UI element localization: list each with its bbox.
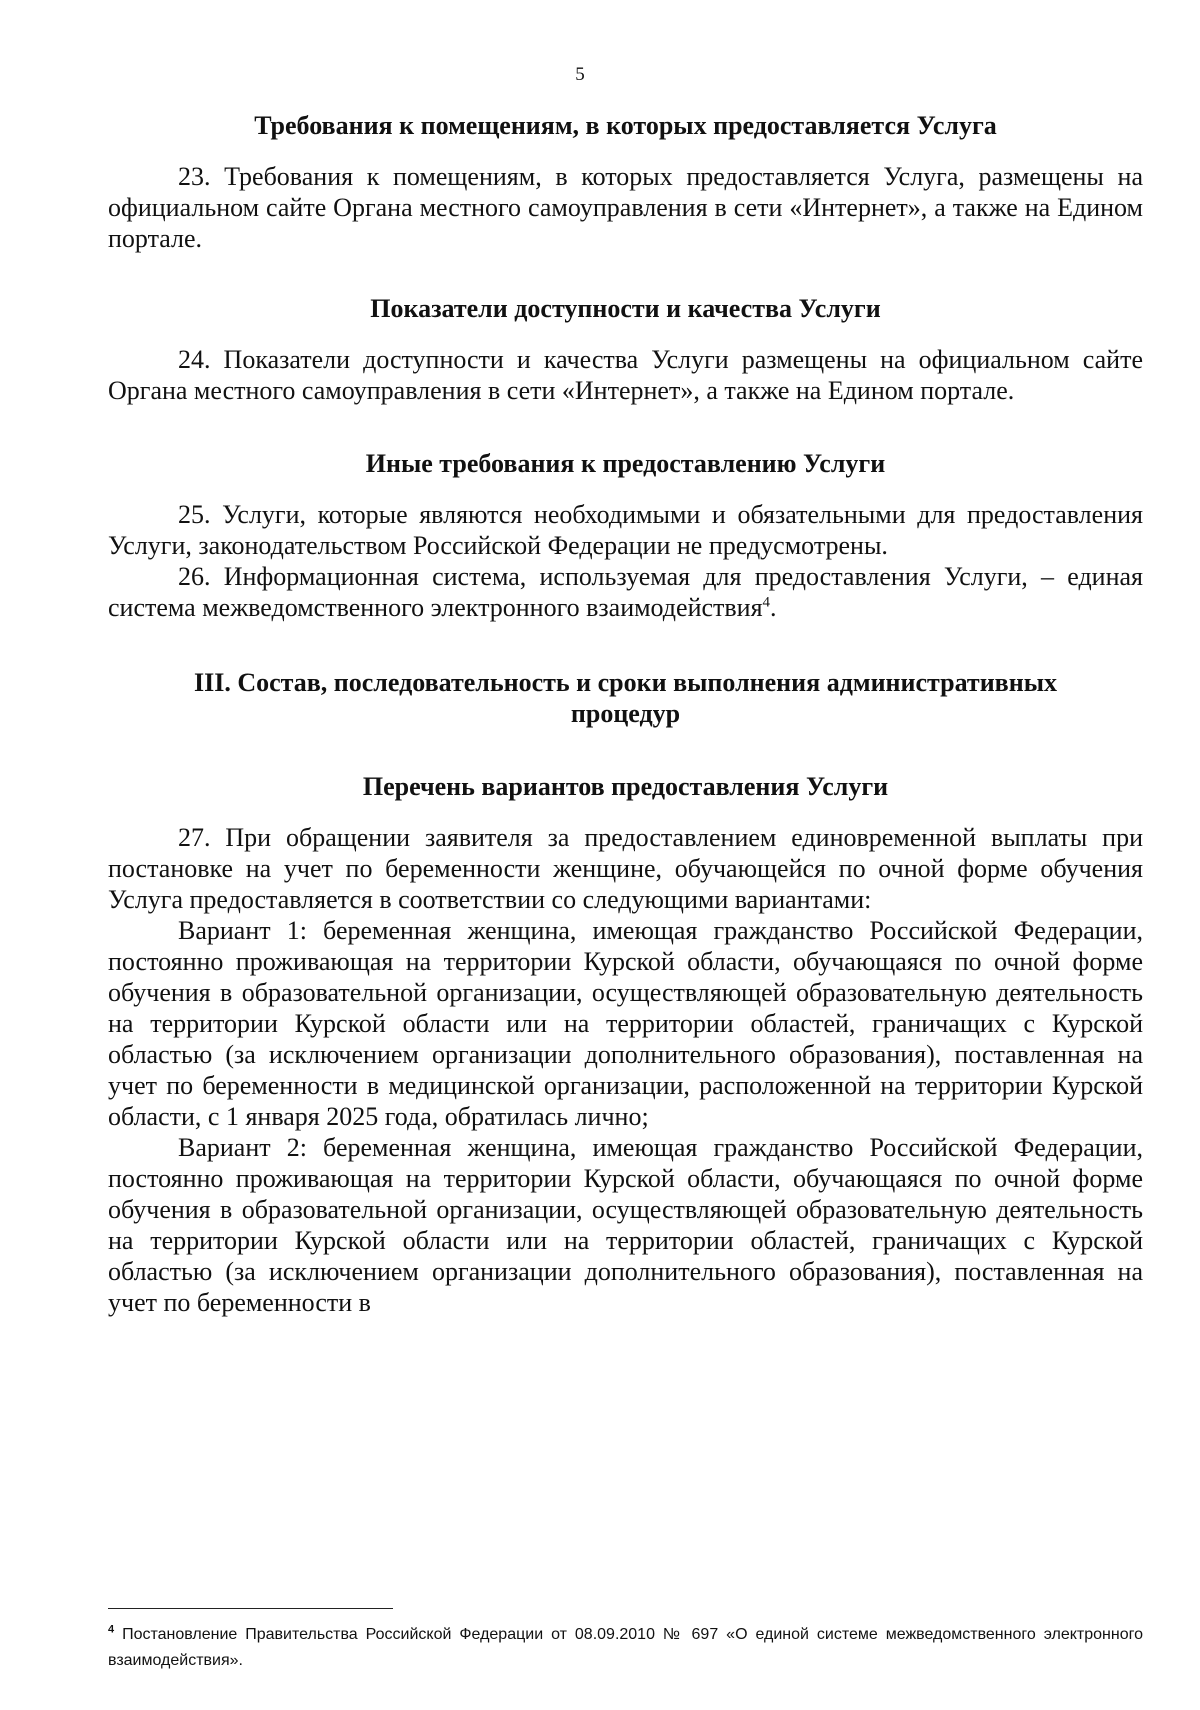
footnote-mark: 4 [108, 1623, 115, 1636]
variant-2: Вариант 2: беременная женщина, имеющая гражданство Российской Федерации, постоянно проживающая на территории Курской области, обучающаяся по очной форме обучения в образовательной организации, осуществляющей образовательную деятельность на территории Курской области или на территории областей, граничащих с Курской областью (за исключением организации дополнительного образования), поставленная на учет по беременности в [108, 1133, 1143, 1317]
variant-1: Вариант 1: беременная женщина, имеющая гражданство Российской Федерации, постоянно проживающая на территории Курской области, обучающаяся по очной форме обучения в образовательной организации, осуществляющей образовательную деятельность на территории Курской области или на территории областей, граничащих с Курской областью (за исключением организации дополнительного образования), поставленная на учет по беременности в медицинской организации, расположенной на территории Курской области, с 1 января 2025 года, обратилась лично; [108, 916, 1143, 1131]
paragraph-24: 24. Показатели доступности и качества Услуги размещены на официальном сайте Органа местного самоуправления в сети «Интернет», а также на Едином портале. [108, 345, 1143, 405]
paragraph-27: 27. При обращении заявителя за предоставлением единовременной выплаты при постановке на учет по беременности женщине, обучающейся по очной форме обучения Услуга предоставляется в соответствии со следующими вариантами: [108, 823, 1143, 914]
footnote-separator [108, 1608, 393, 1609]
footnote-4 [108, 1622, 1143, 1674]
paragraph-23: 23. Требования к помещениям, в которых предоставляется Услуга, размещены на официальном сайте Органа местного самоуправления в сети «Интернет», а также на Едином портале. [108, 162, 1143, 253]
footnote-reference: 4 [762, 594, 771, 611]
heading-service-variants: Перечень вариантов предоставления Услуги [362, 772, 889, 801]
page-number: 5 [575, 64, 585, 85]
paragraph-25: 25. Услуги, которые являются необходимыми и обязательными для предоставления Услуги, законодательством Российской Федерации не предусмотрены. [108, 500, 1143, 560]
footnote-text: Постановление Правительства Российской Федерации от 08.09.2010 № 697 «О единой системе межведомственного электронного взаимодействия». [108, 1626, 1143, 1669]
heading-premises-requirements: Требования к помещениям, в которых предоставляется Услуга [254, 111, 997, 140]
document-body [108, 110, 1143, 1318]
paragraph-26-text: 26. Информационная система, используемая для предоставления Услуги, – единая система межведомственного электронного взаимодействия [108, 562, 1143, 622]
paragraph-26 [108, 561, 1143, 623]
heading-other-requirements: Иные требования к предоставлению Услуги [365, 449, 886, 478]
paragraph-26-end: . [770, 593, 777, 622]
heading-accessibility-indicators: Показатели доступности и качества Услуги [370, 294, 881, 323]
chapter-3-heading: III. Состав, последовательность и сроки выполнения административных процедур [193, 668, 1057, 728]
